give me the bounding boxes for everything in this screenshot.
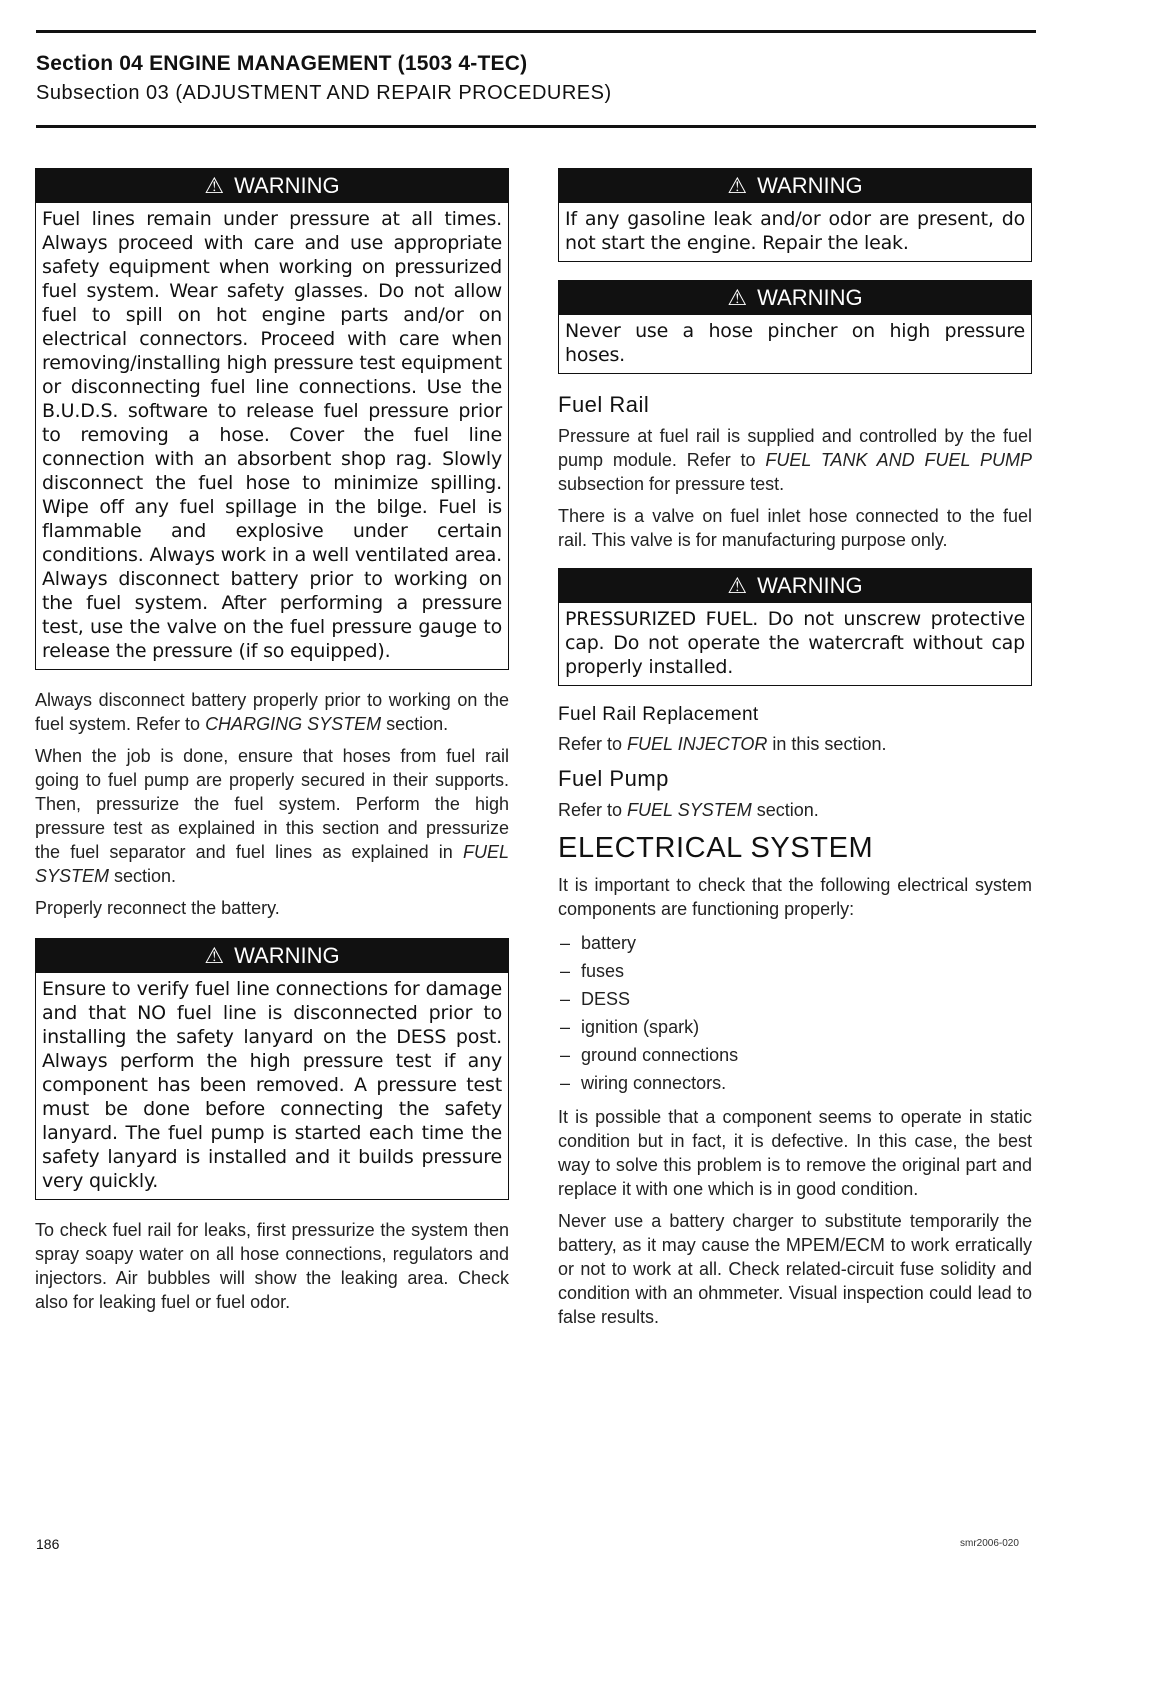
- ref-fuel-system: FUEL SYSTEM: [35, 842, 509, 886]
- warning-header: ⚠ WARNING: [36, 169, 508, 203]
- warning-text: Never use a hose pincher on high pressure hoses.: [565, 320, 1025, 366]
- warning-header: ⚠ WARNING: [559, 569, 1031, 603]
- paragraph-fuel-rail-replacement: Refer to FUEL INJECTOR in this section.: [558, 734, 887, 754]
- warning-box-hose-pincher: [558, 280, 1032, 374]
- document-code: smr2006-020: [960, 1538, 1019, 1549]
- top-rule: [36, 30, 1036, 33]
- warning-header: ⚠ WARNING: [559, 281, 1031, 315]
- list-item: – fuses: [558, 957, 1032, 985]
- paragraph-electrical-intro: It is important to check that the following electrical system components are functioning properly:: [558, 875, 1032, 919]
- paragraph-battery-charger: Never use a battery charger to substitute temporarily the battery, as it may cause the MPEM/ECM to work erratically or not to work at all. Check related-circuit fuse solidity and condition with an ohmmeter. Visual inspection could lead to false results.: [558, 1211, 1032, 1327]
- heading-fuel-rail: Fuel Rail: [558, 392, 650, 417]
- paragraph-reconnect-battery: Properly reconnect the battery.: [35, 898, 280, 918]
- paragraph-fuel-rail-valve: There is a valve on fuel inlet hose connected to the fuel rail. This valve is for manufacturing purpose only.: [558, 506, 1032, 550]
- list-item: – ignition (spark): [558, 1013, 1032, 1041]
- ref-fuel-system: FUEL SYSTEM: [627, 800, 752, 820]
- header-rule: [36, 125, 1036, 128]
- warning-triangle-icon: ⚠: [204, 173, 225, 198]
- right-column: [558, 168, 1032, 1337]
- warning-text: Ensure to verify fuel line connections for damage and that NO fuel line is disconnected prior to installing the safety lanyard on the DESS post. Always perform the high pressure test if any component has been removed. A pressure test must be done before connecting the safety lanyard. The fuel pump is started each time the safety lanyard is installed and it builds pressure very quickly.: [42, 978, 502, 1192]
- heading-fuel-rail-replacement: Fuel Rail Replacement: [558, 704, 759, 725]
- section-title: Section 04 ENGINE MANAGEMENT (1503 4-TEC): [36, 52, 528, 75]
- warning-header: ⚠ WARNING: [36, 939, 508, 973]
- warning-box-fuel-lines: [35, 168, 509, 670]
- warning-triangle-icon: ⚠: [727, 573, 748, 598]
- heading-fuel-pump: Fuel Pump: [558, 766, 669, 791]
- paragraph-check-leaks: To check fuel rail for leaks, first pressurize the system then spray soapy water on all hose connections, regulators and injectors. Air bubbles will show the leaking area. Check also for leaking fuel or fuel odor.: [35, 1220, 509, 1312]
- warning-text: If any gasoline leak and/or odor are present, do not start the engine. Repair the leak.: [565, 208, 1025, 254]
- warning-box-pressurized-fuel: [558, 568, 1032, 686]
- warning-triangle-icon: ⚠: [204, 943, 225, 968]
- ref-charging-system: CHARGING SYSTEM: [205, 714, 382, 734]
- warning-triangle-icon: ⚠: [727, 285, 748, 310]
- paragraph-static-condition: It is possible that a component seems to operate in static condition but in fact, it is defective. In this case, the best way to solve this problem is to remove the original part and replace it with one which is in good condition.: [558, 1107, 1032, 1199]
- list-item: – wiring connectors.: [558, 1069, 1032, 1097]
- paragraph-fuel-rail-pressure: Pressure at fuel rail is supplied and controlled by the fuel pump module. Refer to FUEL TANK AND FUEL PUMP subsection for pressure test.: [558, 426, 1032, 494]
- heading-electrical-system: ELECTRICAL SYSTEM: [558, 832, 874, 864]
- list-item: – battery: [558, 929, 1032, 957]
- page-number: 186: [36, 1536, 60, 1552]
- paragraph-job-done: When the job is done, ensure that hoses from fuel rail going to fuel pump are properly secured in their supports. Then, pressurize the fuel system. Perform the high pressure test as explained in this section and pressurize the fuel separator and fuel lines as explained in FUEL SYSTEM section.: [35, 746, 509, 886]
- warning-triangle-icon: ⚠: [727, 173, 748, 198]
- warning-text: PRESSURIZED FUEL. Do not unscrew protective cap. Do not operate the watercraft without cap properly installed.: [565, 608, 1025, 678]
- warning-box-gasoline-leak: [558, 168, 1032, 262]
- warning-box-verify-connections: [35, 938, 509, 1200]
- subsection-title: Subsection 03 (ADJUSTMENT AND REPAIR PROCEDURES): [36, 82, 612, 104]
- left-column: [35, 168, 509, 1322]
- warning-header: ⚠ WARNING: [559, 169, 1031, 203]
- ref-fuel-tank-and-pump: FUEL TANK AND FUEL PUMP: [765, 450, 1032, 470]
- warning-text: Fuel lines remain under pressure at all times. Always proceed with care and use appropriate safety equipment when working on pressurized fuel system. Wear safety glasses. Do not allow fuel to spill on hot engine parts and/or on electrical connectors. Proceed with care when removing/installing high pressure test equipment or disconnecting fuel line connections. Use the B.U.D.S. software to release fuel pressure prior to removing a hose. Cover the fuel line connection with an absorbent shop rag. Slowly disconnect the fuel hose to minimize spilling. Wipe off any fuel spillage in the bilge. Fuel is flammable and explosive under certain conditions. Always work in a well ventilated area. Always disconnect battery prior to working on the fuel system. After performing a pressure test, use the valve on the fuel pressure gauge to release the pressure (if so equipped).: [42, 208, 502, 662]
- list-item: – ground connections: [558, 1041, 1032, 1069]
- paragraph-disconnect-battery: Always disconnect battery properly prior to working on the fuel system. Refer to CHARGING SYSTEM section.: [35, 690, 509, 734]
- list-item: – DESS: [558, 985, 1032, 1013]
- electrical-components-list: [558, 929, 1032, 1097]
- paragraph-fuel-pump: Refer to FUEL SYSTEM section.: [558, 800, 819, 820]
- ref-fuel-injector: FUEL INJECTOR: [627, 734, 768, 754]
